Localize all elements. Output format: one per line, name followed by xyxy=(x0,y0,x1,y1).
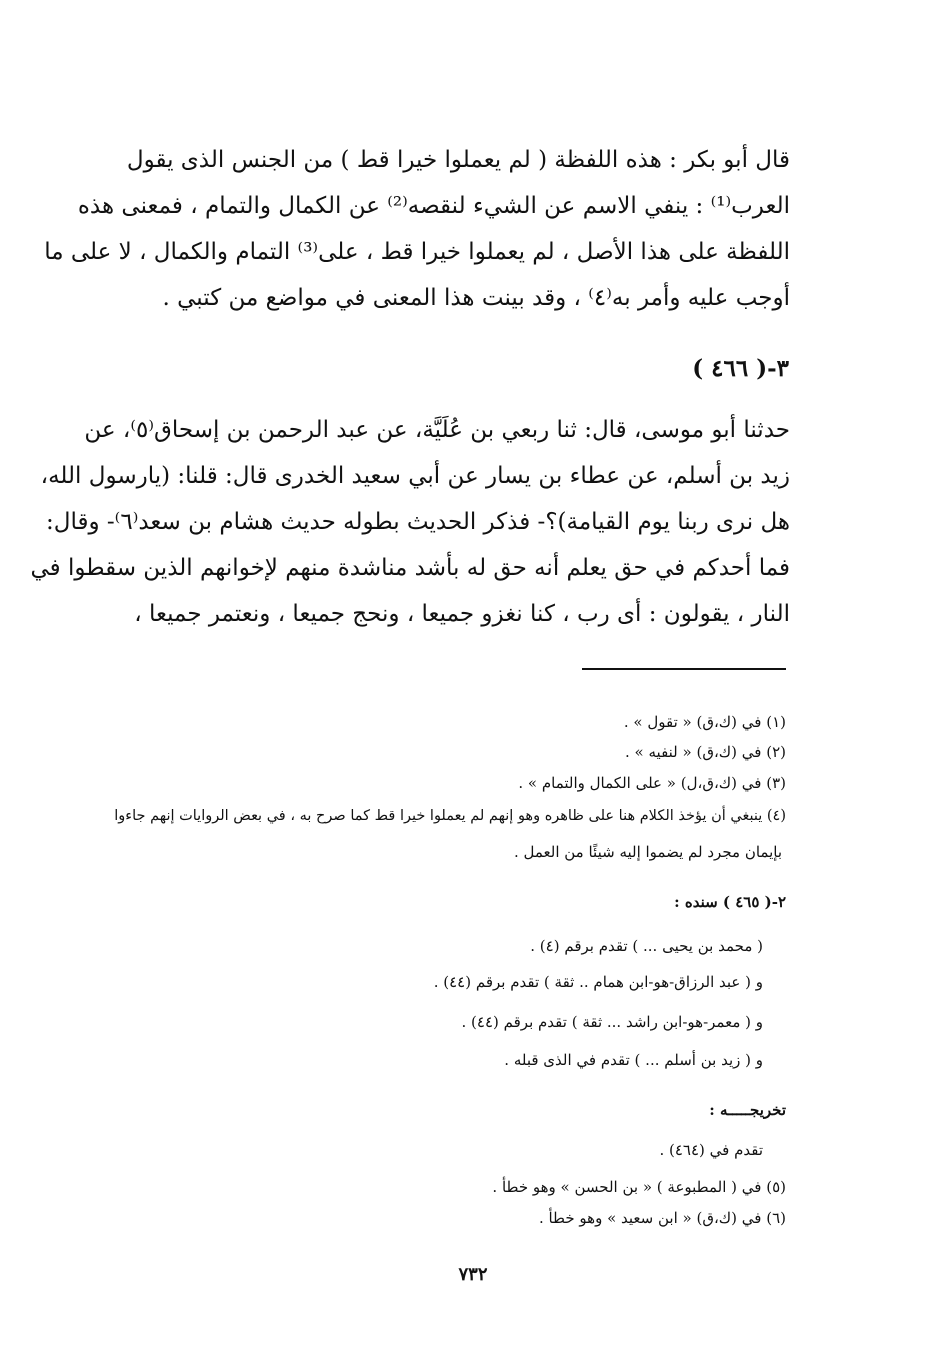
sanad-line: ( محمد بن يحيى ... ) تقدم برقم (٤) . xyxy=(530,937,763,955)
footnote-2: (٢) في (ك،ق) « لنفيه » . xyxy=(625,743,786,761)
footnote-1: (١) في (ك،ق) « تقول » . xyxy=(623,713,786,731)
hadith-number-heading: ٣-( ٤٦٦ ) xyxy=(692,355,789,382)
paragraph-line: النار ، يقولون : أى رب ، كنا نغزو جميعا ، ونحج جميعا ، ونعتمر جميعا ، xyxy=(134,601,790,627)
paragraph-line: حدثنا أبو موسى، قال: ثنا ربعي بن عُلَيَّة، عن عبد الرحمن بن إسحاق⁽٥⁾، عن xyxy=(84,417,790,443)
sanad-line: و ( زيد بن أسلم ... ) تقدم في الذى قبله . xyxy=(504,1051,763,1069)
footnote-3: (٣) في (ك،ق،ل) « على الكمال والتمام » . xyxy=(518,774,786,792)
paragraph-line: قال أبو بكر : هذه اللفظة ( لم يعملوا خيرا قط ) من الجنس الذى يقول xyxy=(126,147,790,173)
paragraph-line: اللفظة على هذا الأصل ، لم يعملوا خيرا قط ، على⁽³⁾ التمام والكمال ، لا على ما xyxy=(44,239,790,265)
footnote-5: (٥) في ( المطبوعة ) « بن الحسن » وهو خطأ . xyxy=(492,1178,786,1196)
paragraph-line: فما أحدكم في حق يعلم أنه حق له بأشد مناشدة منهم لإخوانهم الذين سقطوا في xyxy=(30,555,790,581)
sanad-line: و ( عبد الرزاق-هو-ابن همام .. ثقة ) تقدم برقم (٤٤) . xyxy=(433,973,763,991)
takhrij-line: تقدم في (٤٦٤) . xyxy=(659,1141,763,1159)
sanad-heading: ٢-( ٤٦٥ ) سنده : xyxy=(674,893,786,911)
paragraph-2 xyxy=(30,416,790,646)
sanad-line: و ( معمر-هو-ابن راشد ... ثقة ) تقدم برقم (٤٤) . xyxy=(461,1013,763,1031)
paragraph-line: زيد بن أسلم، عن عطاء بن يسار عن أبي سعيد الخدرى قال: قلنا: (يارسول الله، xyxy=(40,463,790,489)
paragraph-line: هل نرى ربنا يوم القيامة)؟- فذكر الحديث بطوله حديث هشام بن سعد⁽٦⁾- وقال: xyxy=(46,509,790,535)
takhrij-heading: تخريجـــــه : xyxy=(709,1101,786,1119)
paragraph-1 xyxy=(44,146,790,330)
footnote-6: (٦) في (ك،ق) « ابن سعيد » وهو خطأ . xyxy=(538,1209,786,1227)
footnote-4-continued: بإيمان مجرد لم يضموا إليه شيئًا من العمل . xyxy=(513,843,782,861)
paragraph-line: أوجب عليه وأمر به⁽٤⁾ ، وقد بينت هذا المعنى في مواضع من كتبي . xyxy=(162,285,790,311)
footnote-4: (٤) ينبغي أن يؤخذ الكلام هنا على ظاهره وهو إنهم لم يعملوا خيرا قط كما صرح به ، في بعض الروايات إنهم جاءوا xyxy=(114,808,786,824)
footnote-separator xyxy=(582,668,786,670)
page-number: ٧٣٢ xyxy=(458,1264,488,1285)
paragraph-line: العرب⁽¹⁾ : ينفي الاسم عن الشيء لنقصه⁽²⁾ عن الكمال والتمام ، فمعنى هذه xyxy=(77,193,790,219)
